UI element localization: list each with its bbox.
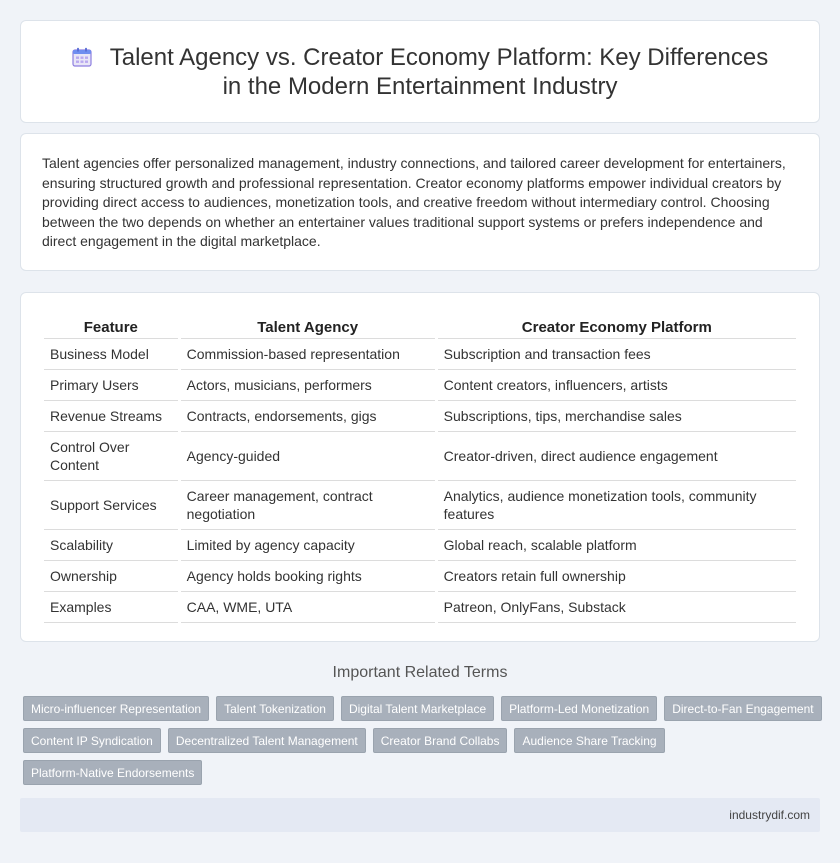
table-row (44, 481, 796, 530)
related-term-tag[interactable]: Content IP Syndication (23, 728, 161, 753)
summary-text: Talent agencies offer personalized management, industry connections, and tailored career development for entertainers, ensuring structured growth and professional representation. Creator economy platforms empower individual creators by providing direct access to audiences, monetization tools, and creative freedom without intermediary control. Choosing between the two depends on whether an entertainer values traditional support systems or prefers independence and direct engagement in the digital marketplace. (42, 155, 786, 250)
footer (20, 798, 820, 832)
table-row (44, 401, 796, 432)
row-platform-value: Global reach, scalable platform (438, 530, 796, 561)
comparison-table-card (20, 292, 820, 642)
related-term-tag[interactable]: Digital Talent Marketplace (341, 696, 494, 721)
row-feature: Ownership (44, 561, 178, 592)
row-feature: Revenue Streams (44, 401, 178, 432)
table-row (44, 339, 796, 370)
row-agency-value: Commission-based representation (181, 339, 435, 370)
row-agency-value: Contracts, endorsements, gigs (181, 401, 435, 432)
row-platform-value: Content creators, influencers, artists (438, 370, 796, 401)
row-platform-value: Analytics, audience monetization tools, community features (438, 481, 796, 530)
table-row (44, 432, 796, 481)
page-title-wrap (61, 43, 779, 101)
row-agency-value: CAA, WME, UTA (181, 592, 435, 623)
row-feature: Support Services (44, 481, 178, 530)
row-agency-value: Limited by agency capacity (181, 530, 435, 561)
row-feature: Control Over Content (44, 432, 178, 481)
row-platform-value: Creator-driven, direct audience engagement (438, 432, 796, 481)
row-agency-value: Agency-guided (181, 432, 435, 481)
table-header-row (44, 315, 796, 339)
page-title: Talent Agency vs. Creator Economy Platform: Key Differences in the Modern Entertainment Industry (109, 44, 769, 100)
related-term-tag[interactable]: Micro-influencer Representation (23, 696, 209, 721)
table-row (44, 530, 796, 561)
table-row (44, 561, 796, 592)
row-platform-value: Creators retain full ownership (438, 561, 796, 592)
calendar-icon (72, 47, 92, 67)
summary-card (20, 133, 820, 271)
title-card (20, 20, 820, 123)
row-agency-value: Career management, contract negotiation (181, 481, 435, 530)
header-creator-platform: Creator Economy Platform (438, 315, 796, 339)
row-platform-value: Subscription and transaction fees (438, 339, 796, 370)
related-term-tag[interactable]: Direct-to-Fan Engagement (664, 696, 821, 721)
related-terms-list (23, 696, 823, 785)
row-platform-value: Subscriptions, tips, merchandise sales (438, 401, 796, 432)
related-terms-heading: Important Related Terms (332, 664, 508, 681)
related-term-tag[interactable]: Creator Brand Collabs (373, 728, 508, 753)
header-feature: Feature (44, 315, 178, 339)
row-platform-value: Patreon, OnlyFans, Substack (438, 592, 796, 623)
related-term-tag[interactable]: Platform-Native Endorsements (23, 760, 202, 785)
header-talent-agency: Talent Agency (181, 315, 435, 339)
related-term-tag[interactable]: Audience Share Tracking (514, 728, 664, 753)
row-feature: Examples (44, 592, 178, 623)
related-term-tag[interactable]: Talent Tokenization (216, 696, 334, 721)
footer-site-link[interactable]: industrydif.com (729, 808, 810, 822)
row-feature: Business Model (44, 339, 178, 370)
related-term-tag[interactable]: Platform-Led Monetization (501, 696, 657, 721)
table-row (44, 370, 796, 401)
row-feature: Primary Users (44, 370, 178, 401)
comparison-table (41, 315, 799, 623)
table-row (44, 592, 796, 623)
related-term-tag[interactable]: Decentralized Talent Management (168, 728, 366, 753)
row-feature: Scalability (44, 530, 178, 561)
row-agency-value: Agency holds booking rights (181, 561, 435, 592)
row-agency-value: Actors, musicians, performers (181, 370, 435, 401)
